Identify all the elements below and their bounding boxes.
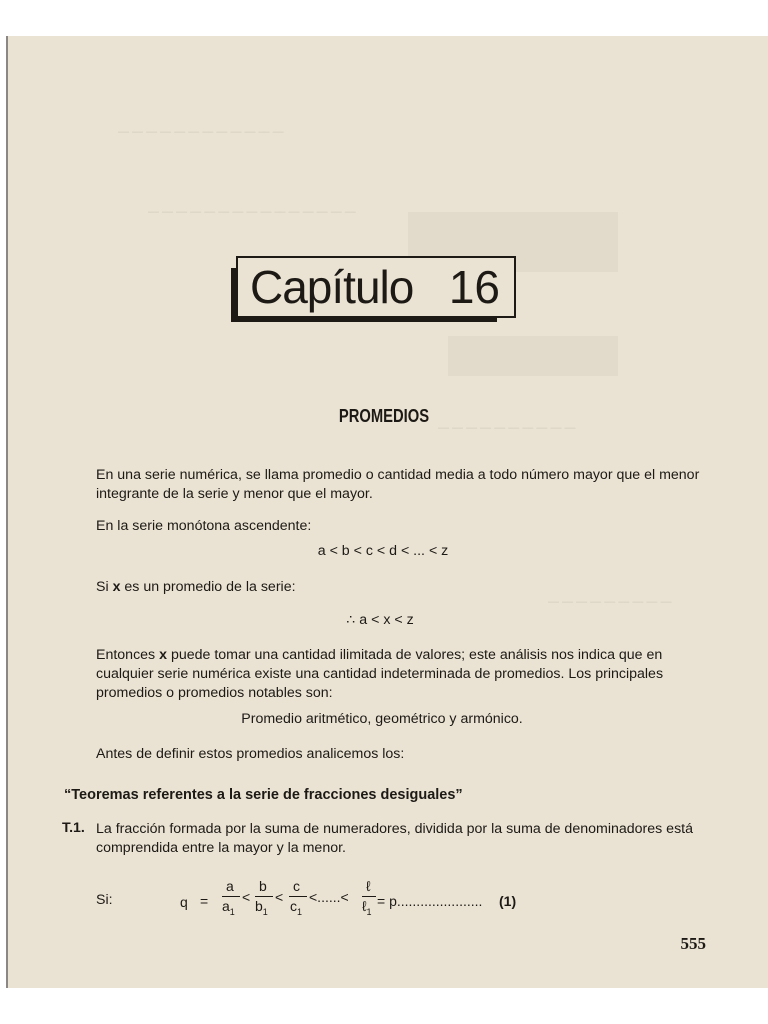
theorem-text: La fracción formada por la suma de numeradores, dividida por la suma de denominadores está comprendida entre la mayor y la menor. (96, 821, 693, 856)
formula-si-label: Si: (96, 892, 113, 908)
subscript: 1 (262, 906, 268, 917)
denominator-letter: c (290, 898, 297, 914)
paragraph-before-defining: Antes de definir estos promedios analicemos los: (96, 746, 405, 762)
equals-p: = p...................... (377, 893, 483, 909)
bleed-through-shade (448, 336, 618, 376)
denominator-letter: ℓ (362, 898, 367, 914)
theorem-label: T.1. (62, 820, 85, 836)
page-edge-shadow (6, 36, 8, 988)
notable-averages: Promedio aritmético, geométrico y armónico. (241, 711, 523, 727)
subscript: 1 (366, 906, 372, 917)
less-than: < (242, 889, 251, 905)
page-number: 555 (680, 934, 706, 953)
variable-x: x (112, 579, 121, 595)
denominator-letter: b (255, 898, 263, 914)
fraction-numerator: b (259, 878, 267, 894)
bleed-through-text: — — — — — — — — — — (438, 422, 576, 434)
chapter-word: Capítulo (250, 261, 414, 313)
chapter-number: 16 (448, 261, 500, 313)
bleed-through-text: — — — — — — — — — (548, 596, 672, 608)
fraction-numerator: c (293, 878, 300, 894)
bleed-through-text: — — — — — — — — — — — — — — — (148, 206, 356, 218)
fraction-numerator: ℓ (366, 878, 371, 894)
text-si: Si (96, 579, 113, 595)
less-than-dots: <......< (309, 889, 349, 905)
theorems-heading: “Teoremas referentes a la serie de fracciones desiguales” (64, 787, 463, 803)
fraction-numerator: a (226, 878, 234, 894)
denominator-letter: a (222, 898, 230, 914)
subscript: 1 (229, 906, 235, 917)
paragraph-unlimited-values (96, 646, 712, 703)
therefore-inequality: ∴ a < x < z (346, 612, 414, 628)
equation-reference: (1) (499, 893, 517, 909)
paragraph-series-intro: En la serie monótona ascendente: (96, 518, 312, 534)
variable-x: x (159, 647, 167, 663)
section-title: PROMEDIOS (338, 406, 430, 426)
formula-q: q (180, 894, 188, 910)
paragraph-definition: En una serie numérica, se llama promedio o cantidad media a todo número mayor que el menor integrante de la serie y menor que el mayor. (96, 467, 700, 502)
series-inequality: a < b < c < d < ... < z (317, 543, 449, 559)
paragraph-promedio-if (96, 578, 712, 597)
text-rest: puede tomar una cantidad ilimitada de valores; este análisis nos indica que en cualquier serie numérica existe una cantidad indeterminada de promedios. Los principales promedios o promedios notables son: (96, 647, 664, 701)
text-rest: es un promedio de la serie: (120, 579, 296, 595)
formula-equals: = (200, 893, 209, 909)
less-than: < (275, 889, 284, 905)
text-entonces: Entonces (96, 647, 160, 663)
subscript: 1 (297, 906, 303, 917)
chapter-title-box (236, 256, 516, 318)
bleed-through-text: — — — — — — — — — — — — (118, 126, 284, 138)
